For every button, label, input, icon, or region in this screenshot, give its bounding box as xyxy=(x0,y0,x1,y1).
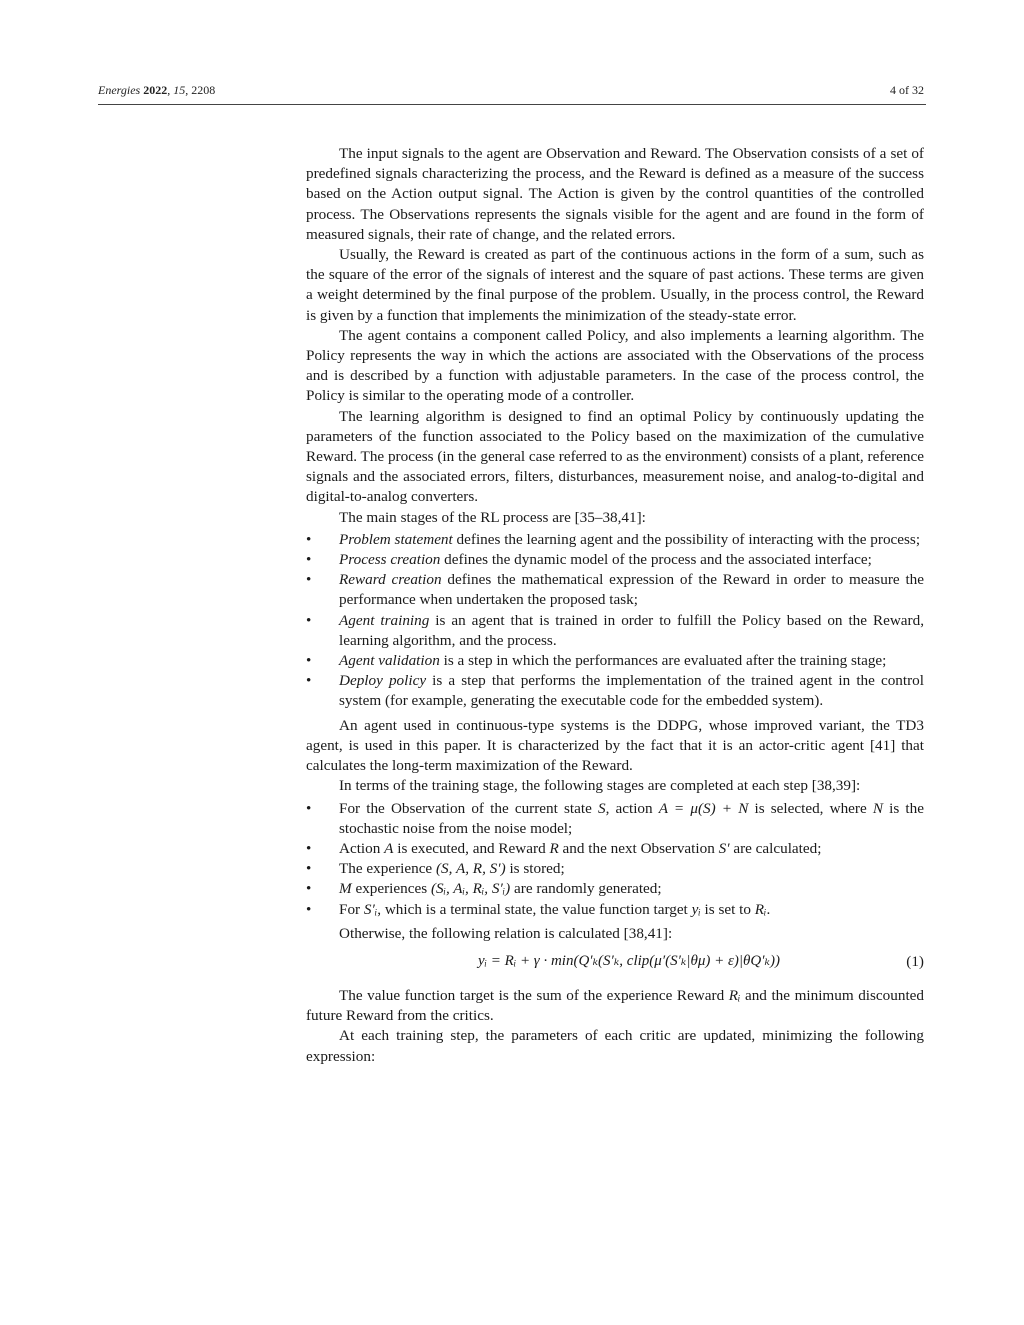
bullet-icon: • xyxy=(306,839,312,857)
journal-year: 2022 xyxy=(143,83,168,97)
bullet-icon: • xyxy=(306,860,312,878)
journal-volume: 15 xyxy=(173,83,186,97)
journal-name: Energies xyxy=(98,83,141,97)
action-formula: A = μ(S) + N xyxy=(658,799,749,817)
article-number: 2208 xyxy=(191,83,216,97)
equation-number: (1) xyxy=(906,952,924,970)
list-item: • M experiences (Sᵢ, Aᵢ, Rᵢ, S′ᵢ) are randomly generated; xyxy=(306,879,924,899)
bullet-icon: • xyxy=(306,799,312,817)
equation-1 xyxy=(306,946,924,980)
bullet-icon: • xyxy=(306,611,312,629)
list-item: • Agent training is an agent that is trained in order to fulfill the Policy based on the Reward, learning algorithm, and the process. xyxy=(306,611,924,649)
list-item: • For the Observation of the current state S, action A = μ(S) + N is selected, where N is the stochastic noise from the noise model; xyxy=(306,799,924,837)
bullet-icon: • xyxy=(306,551,312,569)
equation-expression: yᵢ = Rᵢ + γ · min(Q′ₖ(S′ₖ, clip(μ′(S′ₖ|θμ) + ε)|θQ′ₖ)) xyxy=(478,952,780,969)
list-item: • Deploy policy is a step that performs the implementation of the trained agent in the control system (for example, generating the executable code for the embedded system). xyxy=(306,672,924,710)
experience-batch-tuple: (Sᵢ, Aᵢ, Rᵢ, S′ᵢ) xyxy=(430,880,511,898)
list-item: • The experience (S, A, R, S′) is stored; xyxy=(306,859,924,879)
bullet-icon: • xyxy=(306,672,312,690)
page-number: 4 of 32 xyxy=(890,83,924,97)
experience-tuple: (S, A, R, S′) xyxy=(435,860,506,878)
list-item: • Action A is executed, and Reward R and the next Observation S′ are calculated; xyxy=(306,839,924,859)
paragraph-reward-definition: Usually, the Reward is created as part of the continuous actions in the form of a sum, such as the square of the error of the signals of interest and the square of past actions. These terms are given a weight determined by the final purpose of the problem. Usually, in the process control, the Reward is given by a function that implements the minimization of the steady-state error. xyxy=(306,246,924,324)
paragraph-training-intro: In terms of the training stage, the following stages are completed at each step [38,39]: xyxy=(339,777,861,795)
paragraph-observation-reward: The input signals to the agent are Observation and Reward. The Observation consists of a set of predefined signals characterizing the process, and the Reward is defined as a measure of the success based on the Action output signal. The Action is given by the control quantities of the controlled process. The Observations represents the signals visible for the agent and are found in the form of measured signals, their rate of change, and the related errors. xyxy=(306,145,924,243)
paragraph-value-function: The value function target is the sum of the experience Reward Rᵢ and the minimum discounted future Reward from the critics. xyxy=(306,986,924,1025)
paragraph-otherwise: Otherwise, the following relation is calculated [38,41]: xyxy=(339,924,673,942)
list-item: • Problem statement defines the learning agent and the possibility of interacting with the process; xyxy=(306,530,924,550)
main-text xyxy=(306,144,924,1067)
paragraph-critic-update: At each training step, the parameters of each critic are updated, minimizing the following expression: xyxy=(306,1027,924,1065)
paragraph-policy: The agent contains a component called Policy, and also implements a learning algorithm. The Policy represents the way in which the actions are associated with the Observations of the process and is described by a function with adjustable parameters. In the case of the process control, the Policy is similar to the operating mode of a controller. xyxy=(306,326,924,405)
bullet-icon: • xyxy=(306,900,312,918)
bullet-icon: • xyxy=(306,571,312,589)
bullet-icon: • xyxy=(306,652,312,670)
list-item: • Agent validation is a step in which the performances are evaluated after the training stage; xyxy=(306,651,924,671)
bullet-icon: • xyxy=(306,880,312,898)
header-divider xyxy=(98,104,926,105)
list-item: • Process creation defines the dynamic model of the process and the associated interface; xyxy=(306,550,924,570)
paragraph-learning-algorithm: The learning algorithm is designed to find an optimal Policy by continuously updating the parameters of the function associated to the Policy based on the maximization of the cumulative Reward. The process (in the general case referred to as the environment) consists of a plant, reference signals and the associated errors, filters, disturbances, measurement noise, and analog-to-digital and digital-to-analog converters. xyxy=(306,407,924,506)
paragraph-td3-agent: An agent used in continuous-type systems is the DDPG, whose improved variant, the TD3 agent, is used in this paper. It is characterized by the fact that it is an actor-critic agent [41] that calculates the long-term maximization of the Reward. xyxy=(306,716,924,775)
rl-stages-list xyxy=(306,530,924,712)
list-item: • For S′ᵢ, which is a terminal state, the value function target yᵢ is set to Rᵢ. xyxy=(306,900,924,920)
bullet-icon: • xyxy=(306,530,312,548)
list-item: • Reward creation defines the mathematical expression of the Reward in order to measure the performance when undertaken the proposed task; xyxy=(306,571,925,609)
training-steps-list xyxy=(306,799,924,920)
paragraph-rl-stages-intro: The main stages of the RL process are [35–38,41]: xyxy=(339,508,646,526)
page-header: Energies 2022, 15, 2208 4 of 32 xyxy=(98,83,924,97)
